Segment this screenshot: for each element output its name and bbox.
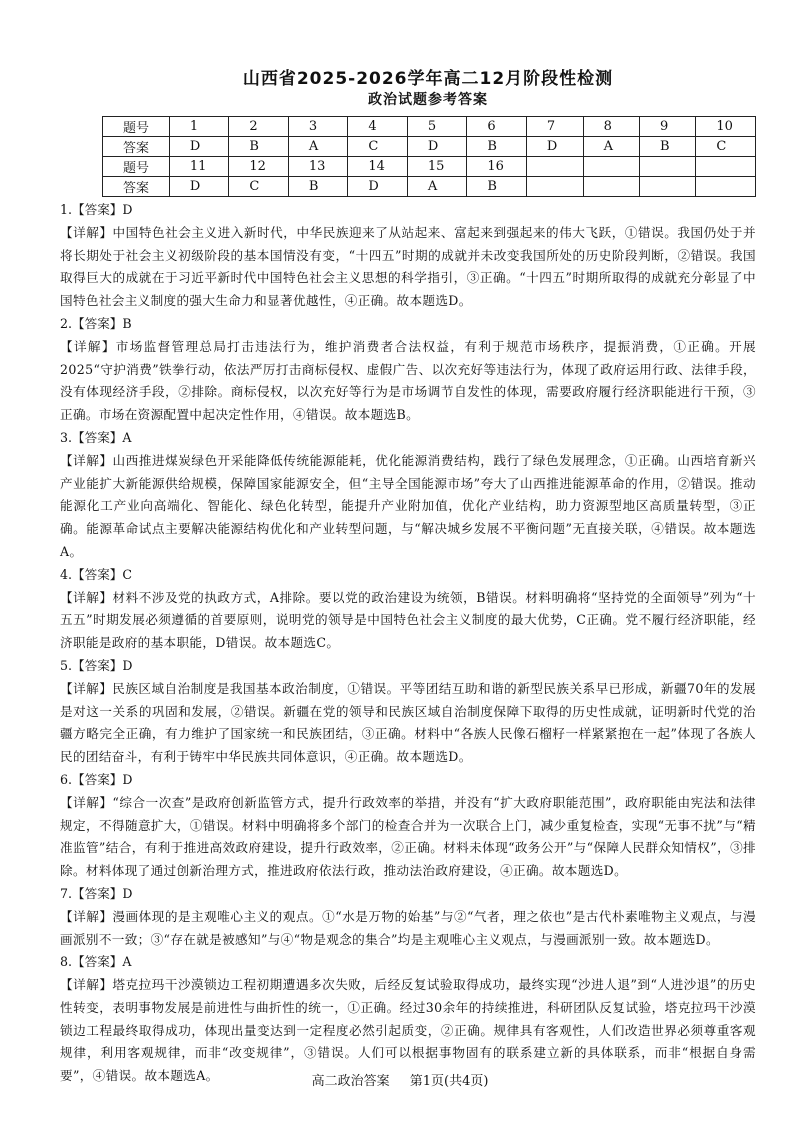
answer-table-cell: [696, 157, 756, 177]
answer-table-cell: B: [467, 137, 527, 157]
answer-table-cell: C: [229, 177, 289, 197]
answer-table-cell: A: [288, 137, 348, 157]
answer-table-header-cell: 答案: [103, 137, 170, 157]
answer-explanation: 【详解】民族区域自治制度是我国基本政治制度，①错误。平等团结互助和谐的新型民族关系早已形成，新疆70年的发展是对这一关系的巩固和发展，②错误。新疆在党的领导和民族区域自治制度保障下取得的历史性成就，证明新时代党的治疆方略完全正确，有力维护了国家统一和民族团结，③正确。材料中“各族人民像石榴籽一样紧紧抱在一起”体现了各族人民的团结奋斗，有利于铸牢中华民族共同体意识，④正确。故本题选D。: [60, 680, 756, 765]
answer-key: 5.【答案】D: [60, 657, 133, 673]
answer-table-cell: 1: [169, 117, 229, 137]
answer-table-row: [103, 177, 756, 197]
answer-table-cell: D: [169, 177, 229, 197]
answer-explanation: 【详解】漫画体现的是主观唯心主义的观点。①“水是万物的始基”与②“气者，理之依也”是古代朴素唯物主义观点，与漫画派别不一致；③“存在就是被感知”与④“物是观念的集合”均是主观唯心主义观点，与漫画派别一致。故本题选D。: [60, 908, 756, 947]
answer-item: [60, 427, 756, 564]
answer-key: 8.【答案】A: [60, 954, 132, 970]
answer-table-cell: 4: [348, 117, 408, 137]
answer-explanation: 【详解】山西推进煤炭绿色开采能降低传统能源能耗，优化能源消费结构，践行了绿色发展理念，①正确。山西培育新兴产业能扩大新能源供给规模，保障国家能源安全，但“主导全国能源市场”夸大了山西推进能源革命的作用，②错误。推动能源化工产业向高端化、智能化、绿色化转型，能提升产业附加值，优化产业结构，助力资源型地区高质量转型，③正确。能源革命试点主要解决能源结构优化和产业转型问题，与“解决城乡发展不平衡问题”无直接关联，④错误。故本题选A。: [60, 452, 756, 559]
answer-table-cell: 12: [229, 157, 289, 177]
answer-explanations: [60, 199, 756, 1088]
answer-table-cell: 11: [169, 157, 229, 177]
answer-table-row: [103, 117, 756, 137]
footer-page-info: 第1页(共4页): [409, 1074, 489, 1089]
answer-table-cell: 10: [696, 117, 756, 137]
answer-key: 7.【答案】D: [60, 885, 133, 901]
answer-table-cell: 13: [288, 157, 348, 177]
answer-explanation: 【详解】塔克拉玛干沙漠锁边工程初期遭遇多次失败，后经反复试验取得成功，最终实现“沙进人退”到“人进沙退”的历史性转变，表明事物发展是前进性与曲折性的统一，①正确。经过30余年的持续推进，科研团队反复试验，塔克拉玛干沙漠锁边工程最终取得成功，体现出量变达到一定程度必然引起质变，②正确。规律具有客观性，人们改造世界必须尊重客观规律，利用客观规律，而非“改变规律”，③错误。人们可以根据事物固有的联系建立新的具体联系，而非“根据自身需要”，④错误。故本题选A。: [60, 977, 756, 1084]
answer-item: [60, 883, 756, 951]
answer-explanation: 【详解】材料不涉及党的执政方式，A排除。要以党的政治建设为统领，B错误。材料明确将“坚持党的全面领导”列为“十五五”时期发展必须遵循的首要原则，说明党的领导是中国特色社会主义制度的最大优势，C正确。党不履行经济职能，经济职能是政府的基本职能，D错误。故本题选C。: [60, 589, 756, 651]
answer-table-cell: 3: [288, 117, 348, 137]
answer-table-cell: 14: [348, 157, 408, 177]
answer-table-cell: C: [348, 137, 408, 157]
answer-explanation: 【详解】“综合一次查”是政府创新监管方式，提升行政效率的举措，并没有“扩大政府职能范围”，政府职能由宪法和法律规定，不得随意扩大，①错误。材料中明确将多个部门的检查合并为一次联合上门，减少重复检查，实现“无事不扰”与“精准监管”结合，有利于推进高效政府建设，提升行政效率，②正确。材料未体现“政务公开”与“保障人民群众知情权”，③排除。材料体现了通过创新治理方式，推进政府依法行政，推动法治政府建设，④正确。故本题选D。: [60, 794, 756, 879]
answer-key: 2.【答案】B: [60, 315, 132, 331]
answer-explanation: 【详解】市场监督管理总局打击违法行为，维护消费者合法权益，有利于规范市场秩序，提振消费，①正确。开展2025“守护消费”铁拳行动，依法严厉打击商标侵权、虚假广告、以次充好等违法行为，体现了政府运用行政、法律手段，没有体现经济手段，②排除。商标侵权，以次充好等行为是市场调节自发性的体现，需要政府履行经济职能进行干预，③正确。市场在资源配置中起决定性作用，④错误。故本题选B。: [60, 338, 756, 423]
answer-table-cell: A: [407, 177, 467, 197]
answer-table-cell: D: [526, 137, 583, 157]
answer-table-cell: B: [467, 177, 527, 197]
answer-table-cell: 8: [583, 117, 639, 137]
answer-table-cell: 16: [467, 157, 527, 177]
answer-key: 6.【答案】D: [60, 771, 133, 787]
answer-table-header-cell: 题号: [103, 117, 170, 137]
answer-table: [102, 116, 756, 197]
page-footer: [0, 1070, 800, 1089]
answer-table-cell: [526, 177, 583, 197]
answer-key: 4.【答案】C: [60, 566, 133, 582]
answer-table-cell: [639, 157, 695, 177]
answer-item: [60, 199, 756, 313]
answer-table-header-cell: 答案: [103, 177, 170, 197]
answer-table-cell: D: [169, 137, 229, 157]
answer-table-cell: 7: [526, 117, 583, 137]
answer-table-cell: [526, 157, 583, 177]
answer-table-cell: D: [407, 137, 467, 157]
answer-table-cell: B: [639, 137, 695, 157]
answer-table-cell: [583, 157, 639, 177]
answer-table-header-cell: 题号: [103, 157, 170, 177]
answer-item: [60, 951, 756, 1088]
answer-table-cell: 6: [467, 117, 527, 137]
answer-table-cell: [583, 177, 639, 197]
answer-table-cell: A: [583, 137, 639, 157]
answer-item: [60, 313, 756, 427]
answer-item: [60, 769, 756, 883]
answer-table-cell: [639, 177, 695, 197]
footer-subject: 高二政治答案: [311, 1074, 390, 1089]
page-title: 山西省2025-2026学年高二12月阶段性检测: [242, 69, 614, 89]
answer-table-cell: B: [288, 177, 348, 197]
answer-table-cell: 15: [407, 157, 467, 177]
answer-key: 1.【答案】D: [60, 202, 133, 217]
answer-table-cell: B: [229, 137, 289, 157]
answer-table-cell: 2: [229, 117, 289, 137]
answer-table-cell: 5: [407, 117, 467, 137]
answer-table-cell: D: [348, 177, 408, 197]
answer-item: [60, 564, 756, 655]
answer-table-cell: [696, 177, 756, 197]
answer-table-row: [103, 137, 756, 157]
answer-table-row: [103, 157, 756, 177]
answer-item: [60, 655, 756, 769]
answer-explanation: 【详解】中国特色社会主义进入新时代，中华民族迎来了从站起来、富起来到强起来的伟大飞跃，①错误。我国仍处于并将长期处于社会主义初级阶段的基本国情没有变，“十四五”时期的成就并未改变我国所处的历史阶段判断，②错误。我国取得巨大的成就在于习近平新时代中国特色社会主义思想的科学指引，③正确。“十四五”时期所取得的成就充分彰显了中国特色社会主义制度的强大生命力和显著优越性，④正确。故本题选D。: [60, 224, 756, 309]
answer-key: 3.【答案】A: [60, 429, 132, 445]
answer-table-cell: 9: [639, 117, 695, 137]
page-subtitle: 政治试题参考答案: [368, 92, 488, 108]
answer-table-cell: C: [696, 137, 756, 157]
